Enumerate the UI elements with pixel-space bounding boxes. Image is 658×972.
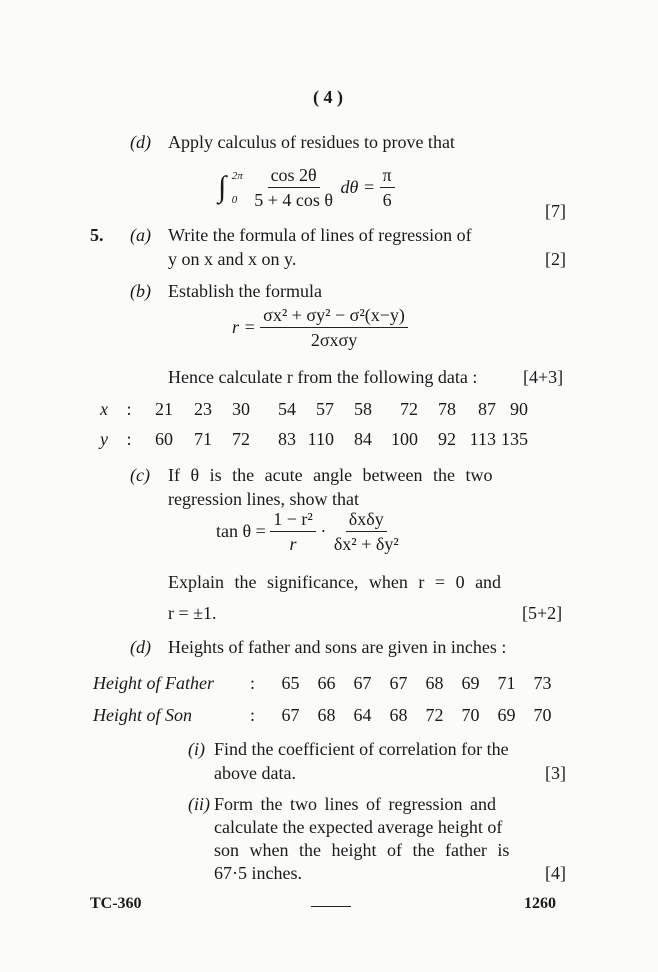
page-number: ( 4 ) bbox=[313, 87, 343, 107]
data-cell: 72 bbox=[425, 705, 444, 725]
data-cell: 71 bbox=[194, 429, 212, 449]
data-cell: 90 bbox=[510, 399, 528, 419]
q5d-ii-line4: 67·5 inches. bbox=[214, 863, 302, 883]
q5a-label: (a) bbox=[130, 225, 151, 245]
integrand-denominator: 5 + 4 cos θ bbox=[254, 190, 334, 210]
data-cell: 113 bbox=[469, 429, 496, 449]
footer-code: TC-360 bbox=[90, 895, 142, 912]
data-cell: 70 bbox=[533, 705, 552, 725]
father-label: Height of Father bbox=[93, 673, 214, 693]
q4d-label: (d) bbox=[130, 132, 151, 152]
data-cell: 110 bbox=[307, 429, 334, 449]
footer-copies: 1260 bbox=[524, 895, 556, 912]
rhs-numerator: π bbox=[380, 164, 395, 188]
q5c-line4: r = ±1. bbox=[168, 603, 217, 623]
q5d-ii-label: (ii) bbox=[188, 794, 210, 814]
q5d-label: (d) bbox=[130, 637, 151, 657]
data-cell: 92 bbox=[438, 429, 456, 449]
data-cell: 69 bbox=[461, 673, 480, 693]
data-cell: 68 bbox=[425, 673, 444, 693]
integral-sign: ∫ bbox=[218, 170, 227, 204]
data-cell: 30 bbox=[232, 399, 250, 419]
data-cell: 65 bbox=[281, 673, 300, 693]
data-cell: 67 bbox=[281, 705, 300, 725]
y-values bbox=[153, 429, 528, 449]
q4d-text: Apply calculus of residues to prove that bbox=[168, 132, 455, 152]
q5c-line3: Explain the significance, when r = 0 and bbox=[168, 572, 502, 592]
data-cell: 54 bbox=[278, 399, 296, 419]
integrand-numerator: cos 2θ bbox=[268, 164, 320, 188]
data-cell: 21 bbox=[155, 399, 173, 419]
data-cell: 60 bbox=[155, 429, 173, 449]
q5d-i-line2: above data. bbox=[214, 763, 296, 783]
q5d-i-label: (i) bbox=[188, 739, 205, 759]
q5c-line1: If θ is the acute angle between the two bbox=[168, 465, 493, 485]
x-values bbox=[153, 399, 528, 419]
data-cell: 57 bbox=[316, 399, 334, 419]
q5d-i-marks: [3] bbox=[545, 763, 566, 783]
data-cell: 58 bbox=[354, 399, 372, 419]
data-cell: 84 bbox=[354, 429, 372, 449]
colon: : bbox=[250, 673, 256, 693]
q5d-i-line1: Find the coefficient of correlation for the bbox=[214, 739, 509, 759]
data-cell: 69 bbox=[497, 705, 516, 725]
formula-num1: 1 − r² bbox=[270, 508, 316, 532]
formula-lhs: r = bbox=[232, 317, 256, 337]
q5d-text: Heights of father and sons are given in inches : bbox=[168, 637, 507, 657]
q5b-text: Establish the formula bbox=[168, 281, 322, 301]
q5a-line1: Write the formula of lines of regression of bbox=[168, 225, 472, 245]
rhs-denominator: 6 bbox=[382, 190, 392, 210]
q5c-formula: tan θ = $\frac{\text{1 − r²}}{r}$ · $\frac{\text{δxδy}}{\text{δx² + δy²}}$ bbox=[216, 508, 402, 555]
x-data-row bbox=[100, 398, 528, 420]
formula-num2: δxδy bbox=[346, 508, 387, 532]
formula-numerator: σx² + σy² − σ²(x−y) bbox=[260, 304, 408, 328]
q5a-marks: [2] bbox=[545, 249, 566, 269]
q5d-ii-line1: Form the two lines of regression and bbox=[214, 794, 496, 814]
formula-denominator: 2σxσy bbox=[310, 330, 358, 350]
q5b-formula bbox=[232, 304, 408, 351]
q5d-ii-line2: calculate the expected average height of bbox=[214, 817, 503, 837]
data-cell: 87 bbox=[478, 399, 496, 419]
data-cell: 66 bbox=[317, 673, 336, 693]
q5c-label: (c) bbox=[130, 465, 150, 485]
q5b-marks: [4+3] bbox=[523, 367, 564, 387]
data-cell: 135 bbox=[501, 429, 528, 449]
colon: : bbox=[126, 429, 132, 449]
footer-separator bbox=[311, 906, 351, 907]
x-label: x bbox=[100, 399, 108, 419]
data-cell: 68 bbox=[317, 705, 336, 725]
y-label: y bbox=[100, 429, 108, 449]
q5d-ii-marks: [4] bbox=[545, 863, 566, 883]
colon: : bbox=[126, 399, 132, 419]
data-cell: 67 bbox=[389, 673, 408, 693]
q5b-label: (b) bbox=[130, 281, 151, 301]
q4d-marks: [7] bbox=[545, 201, 566, 221]
data-cell: 78 bbox=[438, 399, 456, 419]
data-cell: 64 bbox=[353, 705, 372, 725]
q5c-line2: regression lines, show that bbox=[168, 489, 359, 509]
father-values bbox=[264, 673, 552, 693]
data-cell: 68 bbox=[389, 705, 408, 725]
son-label: Height of Son bbox=[93, 705, 192, 725]
son-row bbox=[93, 704, 552, 726]
y-data-row bbox=[100, 428, 528, 450]
dtheta: dθ = bbox=[340, 177, 376, 197]
data-cell: 23 bbox=[194, 399, 212, 419]
data-cell: 83 bbox=[278, 429, 296, 449]
father-row bbox=[93, 672, 552, 694]
data-cell: 71 bbox=[497, 673, 516, 693]
formula-den2: δx² + δy² bbox=[333, 534, 399, 554]
q4d-integral bbox=[218, 164, 395, 211]
son-values bbox=[264, 705, 552, 725]
data-cell: 72 bbox=[400, 399, 418, 419]
data-cell: 100 bbox=[391, 429, 418, 449]
data-cell: 73 bbox=[533, 673, 552, 693]
q5d-ii-line3: son when the height of the father is bbox=[214, 840, 510, 860]
formula-den1: r bbox=[289, 534, 297, 554]
data-cell: 70 bbox=[461, 705, 480, 725]
data-cell: 72 bbox=[232, 429, 250, 449]
upper-limit: 2π bbox=[231, 169, 243, 182]
formula-lhs: tan θ = bbox=[216, 521, 266, 541]
data-cell: 67 bbox=[353, 673, 372, 693]
q5a-line2: y on x and x on y. bbox=[168, 249, 297, 269]
lower-limit: 0 bbox=[231, 193, 238, 206]
q5b-hence: Hence calculate r from the following data : bbox=[168, 367, 478, 387]
colon: : bbox=[250, 705, 256, 725]
q5-number: 5. bbox=[90, 225, 104, 245]
q5c-marks: [5+2] bbox=[522, 603, 563, 623]
